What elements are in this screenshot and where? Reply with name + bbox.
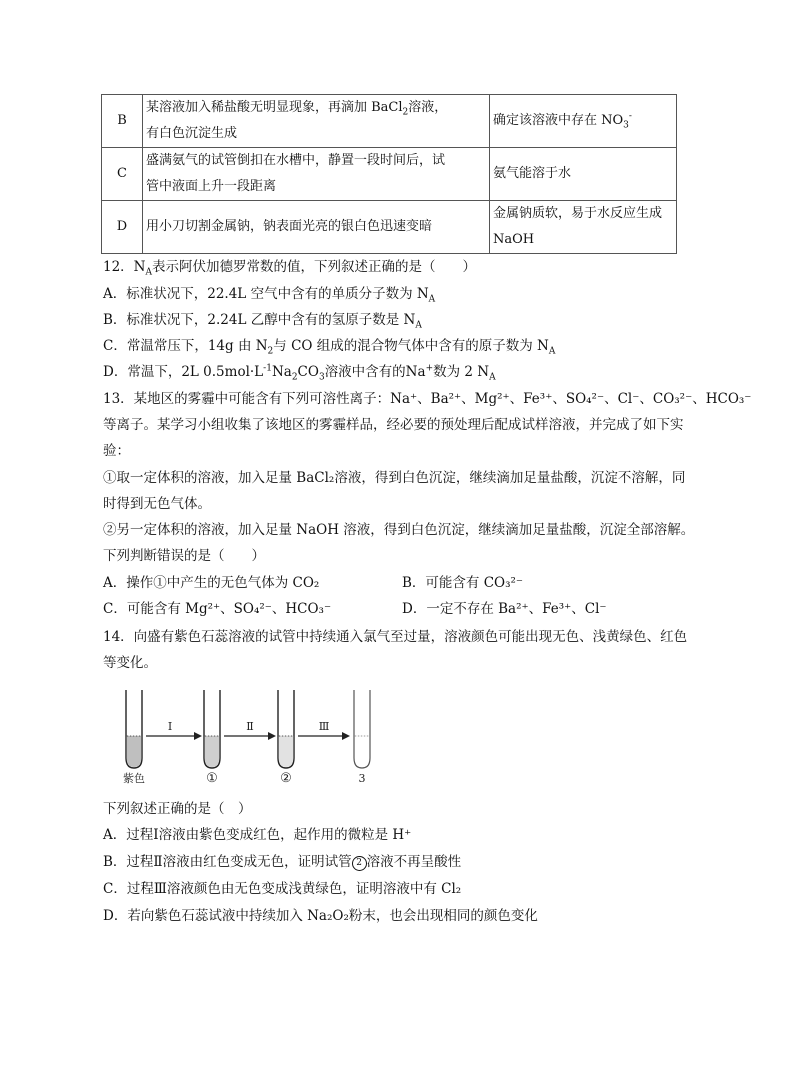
q12-stem: 12．$N_A$表示阿伏加德罗常数的值，下列叙述正确的是（ ）	[103, 259, 476, 278]
q13-step-1: ①取一定体积的溶液，加入足量 BaCl₂溶液，得到白色沉淀，继续滴加足量盐酸，沉淀不溶解，同	[103, 470, 686, 486]
arrow-process-3	[298, 732, 350, 740]
q13-option-a: A．操作①中产生的无色气体为 CO₂	[103, 575, 320, 591]
q13-options-row-1	[103, 573, 524, 593]
table-row	[102, 201, 677, 254]
q14-question: 下列叙述正确的是（ ）	[103, 801, 252, 817]
test-tube-2	[278, 690, 294, 768]
options-table	[101, 94, 677, 254]
test-tube-1	[204, 690, 220, 768]
circled-number: 2	[352, 856, 367, 871]
arrow-process-1	[146, 732, 202, 740]
q13-option-d: D．一定不存在 Ba²⁺、Fe³⁺、Cl⁻	[402, 601, 607, 617]
row-label: C	[102, 148, 143, 201]
q13-question: 下列判断错误的是（ ）	[103, 548, 265, 564]
arrow-process-2	[224, 732, 276, 740]
operation-cell: 盛满氨气的试管倒扣在水槽中，静置一段时间后，试 管中液面上升一段距离	[143, 148, 490, 201]
q13-stem-3: 验：	[103, 443, 130, 459]
conclusion-cell: 确定该溶液中存在 $NO_3^-$	[490, 95, 677, 148]
test-tube-3	[354, 690, 370, 768]
tube-label-2: ②	[280, 771, 292, 784]
q12-option-a: A．标准状况下，22.4L 空气中含有的单质分子数为 $N_A$	[103, 286, 436, 305]
table-row	[102, 95, 677, 148]
row-label: D	[102, 201, 143, 254]
tube-label-3: 3	[358, 772, 366, 784]
q13-option-b: B．可能含有 CO₃²⁻	[402, 575, 524, 591]
arrow-label-3: Ⅲ	[318, 720, 330, 733]
q14-option-c: C．过程Ⅲ溶液颜色由无色变成浅黄绿色，证明溶液中有 Cl₂	[103, 881, 462, 897]
q12-option-b: B．标准状况下，2.24L 乙醇中含有的氢原子数是 $N_A$	[103, 312, 422, 331]
q12-option-c: C．常温常压下，14g 由 $N_2$与 CO 组成的混合物气体中含有的原子数为 $N_A$	[103, 338, 556, 357]
q14-option-b: B．过程Ⅱ溶液由红色变成无色，证明试管 2 溶液不再呈酸性	[103, 854, 462, 870]
q14-option-a: A．过程Ⅰ溶液由紫色变成红色，起作用的微粒是 H⁺	[103, 827, 412, 843]
row-label: B	[102, 95, 143, 148]
q12-option-d: D．常温下，2L $0.5mol\cdot L^{-1}Na_2CO_3$溶液中含有的Na+数为 2 $N_A$	[103, 363, 496, 383]
operation-cell: 用小刀切割金属钠，钠表面光亮的银白色迅速变暗	[143, 201, 490, 254]
q13-stem-1: 13．某地区的雾霾中可能含有下列可溶性离子：Na⁺、Ba²⁺、Mg²⁺、Fe³⁺、SO₄²⁻、Cl⁻、CO₃²⁻、HCO₃⁻	[103, 391, 752, 407]
test-tube-purple	[126, 690, 142, 768]
tube-label-1: ①	[206, 771, 218, 784]
q14-stem-2: 等变化。	[103, 655, 157, 671]
q13-options-row-2	[103, 599, 607, 619]
operation-cell: 某溶液加入稀盐酸无明显现象，再滴加 BaCl$_2$溶液， 有白色沉淀生成	[143, 95, 490, 148]
q13-step-2: ②另一定体积的溶液，加入足量 NaOH 溶液，得到白色沉淀，继续滴加足量盐酸，沉淀全部溶解。	[103, 522, 695, 538]
q13-stem-2: 等离子。某学习小组收集了该地区的雾霾样品，经必要的预处理后配成试样溶液，并完成了如下实	[103, 417, 684, 433]
q14-option-d: D．若向紫色石蕊试液中持续加入 Na₂O₂粉末，也会出现相同的颜色变化	[103, 908, 538, 924]
tube-label-purple: 紫色	[123, 772, 145, 784]
conclusion-cell: 金属钠质软，易于水反应生成 NaOH	[490, 201, 677, 254]
q14-stem-1: 14．向盛有紫色石蕊溶液的试管中持续通入氯气至过量，溶液颜色可能出现无色、浅黄绿色、红色	[103, 629, 688, 645]
q13-option-c: C．可能含有 Mg²⁺、SO₄²⁻、HCO₃⁻	[103, 601, 332, 617]
q13-step-1-cont: 时得到无色气体。	[103, 496, 211, 512]
arrow-label-1: Ⅰ	[167, 720, 173, 733]
table-row	[102, 148, 677, 201]
test-tube-diagram	[108, 684, 388, 784]
conclusion-cell: 氨气能溶于水	[490, 148, 677, 201]
arrow-label-2: Ⅱ	[246, 720, 254, 733]
